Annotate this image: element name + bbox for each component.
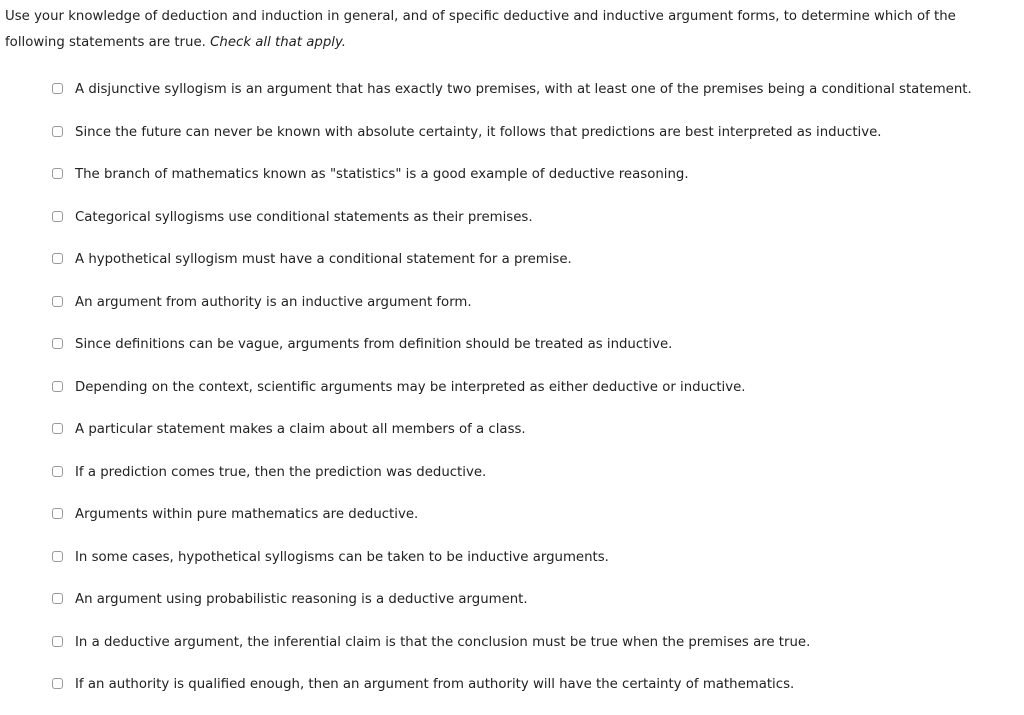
option-checkbox[interactable] <box>52 678 63 689</box>
option-checkbox[interactable] <box>52 296 63 307</box>
answer-option[interactable] <box>52 672 1012 715</box>
option-label[interactable]: If an authority is qualified enough, then an argument from authority will have the certainty of mathematics. <box>75 677 795 692</box>
option-label[interactable]: If a prediction comes true, then the prediction was deductive. <box>75 464 487 480</box>
answer-option[interactable] <box>52 205 1012 248</box>
option-label[interactable]: An argument from authority is an inductive argument form. <box>75 294 472 310</box>
answer-option[interactable] <box>52 77 1012 120</box>
option-checkbox[interactable] <box>52 593 63 604</box>
option-label[interactable]: Since the future can never be known with absolute certainty, it follows that predictions are best interpreted as inductive. <box>75 124 882 140</box>
answer-option[interactable] <box>52 460 1012 503</box>
answer-option[interactable] <box>52 630 1012 673</box>
answer-options-list <box>52 77 1012 715</box>
option-label[interactable]: Since definitions can be vague, arguments from definition should be treated as inductive. <box>75 337 673 352</box>
answer-option[interactable] <box>52 587 1012 630</box>
answer-option[interactable] <box>52 375 1012 418</box>
option-label[interactable]: A particular statement makes a claim about all members of a class. <box>75 422 526 437</box>
option-label[interactable]: An argument using probabilistic reasoning is a deductive argument. <box>75 592 528 607</box>
answer-option[interactable] <box>52 417 1012 460</box>
option-label[interactable]: In some cases, hypothetical syllogisms can be taken to be inductive arguments. <box>75 549 609 565</box>
answer-option[interactable] <box>52 247 1012 290</box>
option-checkbox[interactable] <box>52 253 63 264</box>
option-checkbox[interactable] <box>52 211 63 222</box>
option-checkbox[interactable] <box>52 423 63 434</box>
option-checkbox[interactable] <box>52 338 63 349</box>
answer-option[interactable] <box>52 162 1012 205</box>
option-checkbox[interactable] <box>52 636 63 647</box>
answer-option[interactable] <box>52 545 1012 588</box>
option-checkbox[interactable] <box>52 126 63 137</box>
question-prompt <box>5 4 1005 56</box>
option-label[interactable]: Depending on the context, scientific arguments may be interpreted as either deductive or inductive. <box>75 379 746 395</box>
option-label[interactable]: A hypothetical syllogism must have a conditional statement for a premise. <box>75 252 572 267</box>
question-instruction: Check all that apply. <box>210 35 347 50</box>
answer-option[interactable] <box>52 120 1012 163</box>
question-text: Use your knowledge of deduction and induction in general, and of specific deductive and inductive argument forms, to determine which of the following statements are true. <box>5 9 956 50</box>
answer-option[interactable] <box>52 290 1012 333</box>
option-checkbox[interactable] <box>52 83 63 94</box>
option-label[interactable]: Categorical syllogisms use conditional statements as their premises. <box>75 209 533 225</box>
option-checkbox[interactable] <box>52 168 63 179</box>
answer-option[interactable] <box>52 332 1012 375</box>
option-checkbox[interactable] <box>52 508 63 519</box>
option-checkbox[interactable] <box>52 381 63 392</box>
option-checkbox[interactable] <box>52 551 63 562</box>
option-label[interactable]: The branch of mathematics known as "statistics" is a good example of deductive reasoning. <box>75 167 689 182</box>
option-label[interactable]: Arguments within pure mathematics are deductive. <box>75 507 419 522</box>
answer-option[interactable] <box>52 502 1012 545</box>
option-label[interactable]: In a deductive argument, the inferential claim is that the conclusion must be true when the premises are true. <box>75 634 811 650</box>
option-label[interactable]: A disjunctive syllogism is an argument that has exactly two premises, with at least one of the premises being a conditional statement. <box>75 82 972 97</box>
option-checkbox[interactable] <box>52 466 63 477</box>
